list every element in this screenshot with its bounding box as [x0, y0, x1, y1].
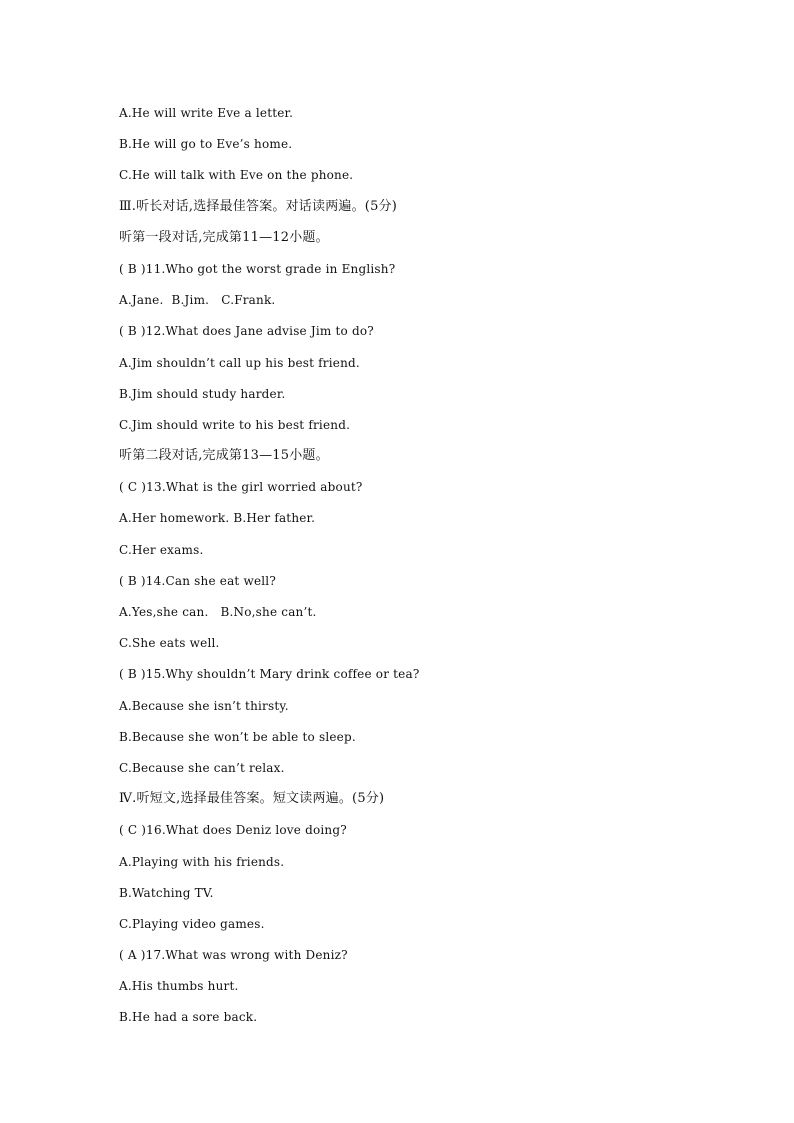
- question-line: ( A )17.What was wrong with Deniz?: [119, 948, 348, 963]
- option-line: A.His thumbs hurt.: [119, 979, 239, 994]
- option-line: B.He will go to Eve’s home.: [119, 137, 293, 152]
- option-line: B.Watching TV.: [119, 885, 214, 900]
- option-line: C.Her exams.: [119, 542, 204, 557]
- document-page: [119, 103, 739, 1039]
- question-line: ( C )16.What does Deniz love doing?: [119, 823, 347, 838]
- question-line: ( B )15.Why shouldn’t Mary drink coffee or tea?: [119, 667, 420, 682]
- option-line: A.He will write Eve a letter.: [119, 106, 294, 120]
- option-line: A.Playing with his friends.: [119, 854, 285, 869]
- option-line: A.Jane. B.Jim. C.Frank.: [119, 293, 276, 308]
- option-line: C.Because she can’t relax.: [119, 760, 285, 775]
- dialogue-instruction: 听第一段对话,完成第11—12小题。: [119, 229, 329, 245]
- option-line: C.Playing video games.: [119, 916, 265, 931]
- option-line: B.He had a sore back.: [119, 1010, 258, 1025]
- section-heading: Ⅳ.听短文,选择最佳答案。短文读两遍。(5分): [119, 791, 385, 807]
- option-line: C.Jim should write to his best friend.: [119, 417, 351, 432]
- question-line: ( C )13.What is the girl worried about?: [119, 480, 363, 495]
- option-line: A.Her homework. B.Her father.: [119, 511, 316, 526]
- question-line: ( B )14.Can she eat well?: [119, 573, 276, 588]
- question-line: ( B )11.Who got the worst grade in English?: [119, 261, 396, 276]
- option-line: C.She eats well.: [119, 636, 220, 651]
- option-line: A.Jim shouldn’t call up his best friend.: [119, 355, 360, 370]
- option-line: B.Because she won’t be able to sleep.: [119, 729, 356, 744]
- option-line: B.Jim should study harder.: [119, 386, 286, 401]
- option-line: C.He will talk with Eve on the phone.: [119, 168, 354, 183]
- section-heading: Ⅲ.听长对话,选择最佳答案。对话读两遍。(5分): [119, 198, 398, 214]
- option-line: A.Because she isn’t thirsty.: [119, 698, 289, 713]
- question-line: ( B )12.What does Jane advise Jim to do?: [119, 324, 374, 339]
- dialogue-instruction: 听第二段对话,完成第13—15小题。: [119, 448, 329, 464]
- option-line: A.Yes,she can. B.No,she can’t.: [119, 605, 317, 619]
